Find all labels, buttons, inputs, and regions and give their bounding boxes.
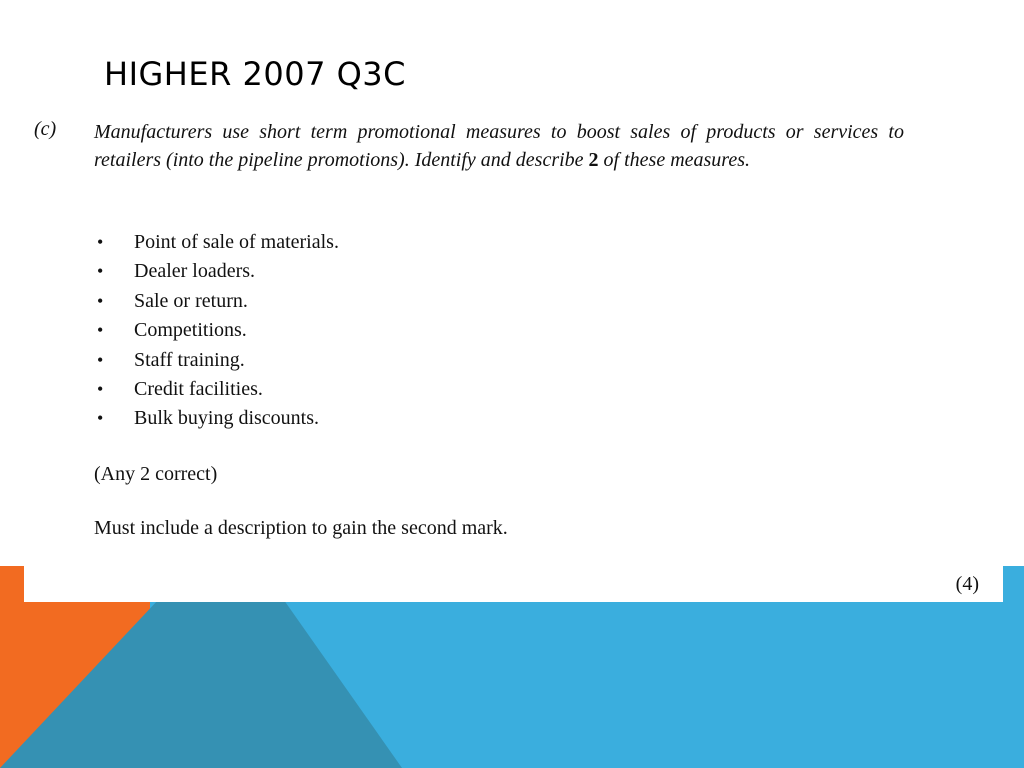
bullet-icon: • xyxy=(97,261,104,282)
answer-text: Sale or return. xyxy=(134,289,248,312)
answer-text: Bulk buying discounts. xyxy=(134,407,320,430)
bullet-icon: • xyxy=(97,290,104,311)
any-correct-note: (Any 2 correct) xyxy=(94,463,218,485)
bullet-icon: • xyxy=(97,379,104,400)
question-text-part2: of these measures. xyxy=(598,149,751,171)
slide-title: HIGHER 2007 Q3C xyxy=(104,55,406,93)
marks-value: (4) xyxy=(955,573,979,595)
list-item xyxy=(94,346,339,375)
question-label: (c) xyxy=(34,118,57,140)
bullet-icon: • xyxy=(97,349,104,370)
list-item xyxy=(94,257,339,286)
list-item xyxy=(94,375,339,404)
question-panel xyxy=(24,108,1003,602)
question-text-bold: 2 xyxy=(588,149,599,171)
answer-text: Credit facilities. xyxy=(134,378,263,401)
list-item xyxy=(94,404,339,433)
bullet-icon: • xyxy=(97,408,104,429)
question-text-part1: Manufacturers use short term promotional measures to boost sales of products or services to retailers (into the pipeline promotions). Identify and describe xyxy=(94,121,904,171)
description-requirement-note: Must include a description to gain the second mark. xyxy=(94,517,508,539)
question-text xyxy=(94,118,904,174)
answer-list xyxy=(94,228,339,434)
answer-text: Staff training. xyxy=(134,348,245,371)
bullet-icon: • xyxy=(97,232,104,252)
answer-text: Dealer loaders. xyxy=(134,260,256,283)
answer-text: Competitions. xyxy=(134,319,247,342)
list-item xyxy=(94,316,339,345)
answer-text: Point of sale of materials. xyxy=(134,231,339,253)
bullet-icon: • xyxy=(97,320,104,341)
list-item xyxy=(94,228,339,257)
list-item xyxy=(94,287,339,316)
